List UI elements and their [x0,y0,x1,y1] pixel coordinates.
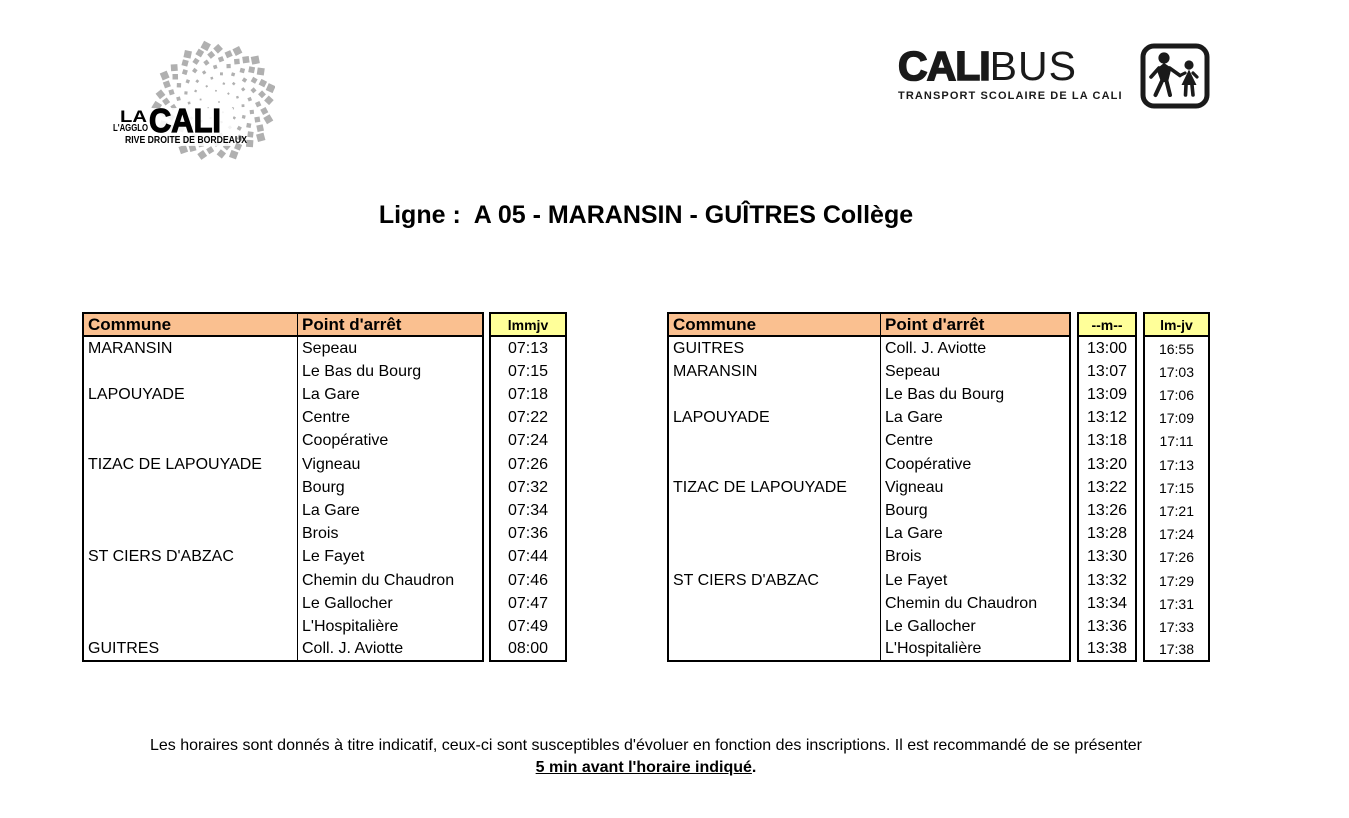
col-header-commune: Commune [667,312,880,337]
cell-commune [82,615,297,638]
cell-stop: Bourg [880,499,1071,522]
cell-time: 13:00 [1077,337,1137,360]
lacali-baseline-text: RIVE DROITE DE BORDEAUX [125,134,247,146]
cell-commune: ST CIERS D'ABZAC [667,569,880,592]
cell-stop: Brois [880,546,1071,569]
cell-time: 07:49 [489,615,567,638]
cell-stop: Le Gallocher [297,592,484,615]
cell-time: 07:36 [489,523,567,546]
cell-time: 17:09 [1143,407,1210,430]
cell-stop: Sepeau [880,360,1071,383]
cell-time: 17:24 [1143,523,1210,546]
col-header-stop: Point d'arrêt [297,312,484,337]
cell-time: 08:00 [489,639,567,662]
cell-time: 07:44 [489,546,567,569]
cell-stop: L'Hospitalière [880,639,1071,662]
cell-commune [82,523,297,546]
cell-time: 13:30 [1077,546,1137,569]
cell-stop: Le Gallocher [880,615,1071,638]
cell-commune [82,592,297,615]
children-figures [1151,52,1197,95]
cell-commune [82,430,297,453]
cell-time: 13:26 [1077,499,1137,522]
cell-commune: MARANSIN [82,337,297,360]
cell-stop: Le Bas du Bourg [297,360,484,383]
cell-stop: Sepeau [297,337,484,360]
cell-commune [667,523,880,546]
cell-time: 17:06 [1143,383,1210,406]
footer-bold: 5 min avant l'horaire indiqué [535,759,752,776]
col-header-time: lmmjv [489,312,567,337]
cell-time: 13:34 [1077,592,1137,615]
cell-time: 17:15 [1143,476,1210,499]
cell-stop: Centre [880,430,1071,453]
cell-time: 07:24 [489,430,567,453]
cell-time: 17:21 [1143,499,1210,522]
cell-commune [667,615,880,638]
cell-commune [667,639,880,662]
cell-commune [667,453,880,476]
cell-commune: LAPOUYADE [667,407,880,430]
cell-commune [667,592,880,615]
lacali-cali-text: CALI [149,102,221,139]
cell-commune [82,569,297,592]
cell-stop: Bourg [297,476,484,499]
calibus-bus-text: BUS [989,43,1077,89]
cell-stop: Coll. J. Aviotte [297,639,484,662]
timetable-morning [82,312,567,662]
cell-time: 07:13 [489,337,567,360]
cell-stop: Chemin du Chaudron [880,592,1071,615]
timetable-return [667,312,1210,662]
cell-stop: Chemin du Chaudron [297,569,484,592]
cell-time: 17:31 [1143,592,1210,615]
cell-stop: La Gare [880,407,1071,430]
lacali-logo [105,40,275,175]
page-title: Ligne : A 05 - MARANSIN - GUÎTRES Collège [378,201,914,229]
cell-stop: Coopérative [297,430,484,453]
cell-commune: LAPOUYADE [82,383,297,406]
cell-stop: Brois [297,523,484,546]
calibus-logo [898,45,1210,115]
cell-time: 07:18 [489,383,567,406]
cell-time: 17:29 [1143,569,1210,592]
cell-commune: GUITRES [82,639,297,662]
cell-commune [82,499,297,522]
cell-commune: GUITRES [667,337,880,360]
children-crossing-icon [1140,43,1210,109]
cell-time: 17:33 [1143,615,1210,638]
lacali-agglo-text: L'AGGLO [113,123,149,134]
cell-time: 17:13 [1143,453,1210,476]
cell-time: 07:32 [489,476,567,499]
cell-time: 07:34 [489,499,567,522]
cell-time: 17:11 [1143,430,1210,453]
cell-time: 13:22 [1077,476,1137,499]
cell-time: 13:09 [1077,383,1137,406]
cell-stop: Vigneau [297,453,484,476]
footer-period: . [751,759,757,776]
lacali-la-text: LA [120,107,147,126]
cell-commune: ST CIERS D'ABZAC [82,546,297,569]
col-header-time: --m-- [1077,312,1137,337]
cell-time: 07:26 [489,453,567,476]
cell-time: 07:15 [489,360,567,383]
calibus-subtitle: TRANSPORT SCOLAIRE DE LA CALI [898,90,1123,102]
cell-commune: TIZAC DE LAPOUYADE [82,453,297,476]
cell-commune: MARANSIN [667,360,880,383]
cell-stop: Le Fayet [880,569,1071,592]
cell-time: 17:03 [1143,360,1210,383]
cell-time: 13:20 [1077,453,1137,476]
cell-time: 13:07 [1077,360,1137,383]
cell-stop: La Gare [297,499,484,522]
cell-commune [82,360,297,383]
cell-time: 13:32 [1077,569,1137,592]
cell-stop: Vigneau [880,476,1071,499]
cell-time: 13:18 [1077,430,1137,453]
cell-stop: La Gare [297,383,484,406]
cell-commune [82,476,297,499]
cell-time: 13:36 [1077,615,1137,638]
cell-time: 17:26 [1143,546,1210,569]
cell-stop: Coll. J. Aviotte [880,337,1071,360]
cell-stop: Coopérative [880,453,1071,476]
cell-time: 07:46 [489,569,567,592]
cell-time: 16:55 [1143,337,1210,360]
footer-note [0,735,1292,779]
col-header-commune: Commune [82,312,297,337]
cell-commune [667,546,880,569]
cell-commune [667,499,880,522]
cell-time: 17:38 [1143,639,1210,662]
cell-stop: Centre [297,407,484,430]
col-header-stop: Point d'arrêt [880,312,1071,337]
footer-line1: Les horaires sont donnés à titre indicatif, ceux-ci sont susceptibles d'évoluer en fonction des inscriptions. Il est recommandé de se présenter [149,737,1143,754]
cell-commune [667,430,880,453]
cell-time: 13:38 [1077,639,1137,662]
cell-time: 13:12 [1077,407,1137,430]
cell-stop: La Gare [880,523,1071,546]
cell-stop: Le Bas du Bourg [880,383,1071,406]
cell-time: 07:47 [489,592,567,615]
calibus-cali-text: CALI [898,43,990,89]
cell-commune: TIZAC DE LAPOUYADE [667,476,880,499]
cell-commune [667,383,880,406]
cell-stop: L'Hospitalière [297,615,484,638]
cell-time: 07:22 [489,407,567,430]
cell-time: 13:28 [1077,523,1137,546]
cell-stop: Le Fayet [297,546,484,569]
col-header-time: lm-jv [1143,312,1210,337]
cell-commune [82,407,297,430]
